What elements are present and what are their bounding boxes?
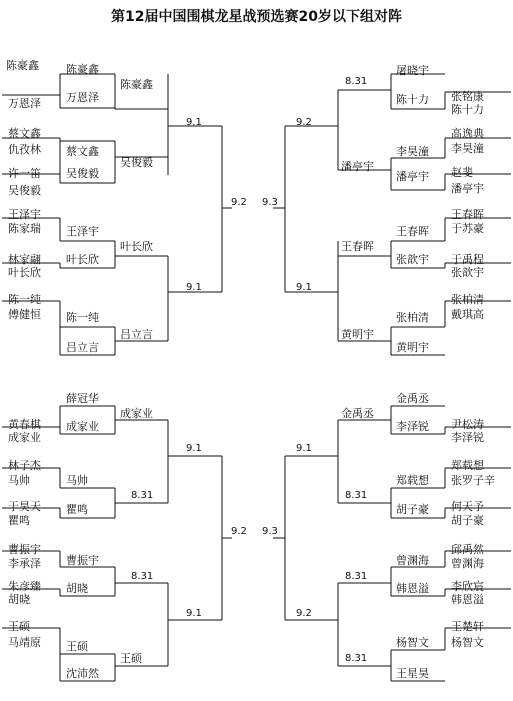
player-name: 邱禹然	[451, 543, 484, 556]
player-name: 吴俊毅	[66, 167, 99, 180]
round-date: 9.1	[186, 443, 202, 454]
player-name: 胡晓	[66, 582, 88, 595]
round-date: 9.1	[186, 282, 202, 293]
player-name: 金禹丞	[396, 392, 429, 405]
round-date: 8.31	[131, 571, 154, 582]
player-name: 薛冠华	[66, 392, 99, 405]
round-date: 8.31	[345, 490, 368, 501]
round-date: 8.31	[131, 490, 154, 501]
player-name: 傅健恒	[8, 308, 41, 321]
round-date: 9.2	[296, 608, 312, 619]
player-name: 何天予	[451, 500, 484, 513]
player-name: 李承泽	[8, 557, 41, 570]
player-name: 戴琪高	[451, 308, 484, 321]
player-name: 韩恩溢	[451, 593, 484, 606]
player-name: 成家业	[66, 420, 99, 433]
player-name: 曹振宇	[8, 543, 41, 556]
player-name: 吴俊毅	[120, 156, 153, 169]
round-date: 8.31	[345, 571, 368, 582]
round-date: 8.31	[345, 76, 368, 87]
player-name: 张歆宇	[451, 266, 484, 279]
player-name: 李欣宸	[451, 580, 484, 593]
player-name: 王泽宇	[66, 225, 99, 238]
player-name: 胡晓	[8, 593, 30, 606]
player-name: 许一笛	[8, 167, 41, 180]
player-name: 王星昊	[396, 667, 429, 680]
player-name: 陈一纯	[8, 293, 41, 306]
player-name: 金禹丞	[341, 407, 374, 420]
player-name: 陈十力	[396, 93, 429, 106]
player-name: 黄明宇	[396, 341, 429, 354]
player-name: 王楚轩	[451, 620, 484, 633]
player-name: 蔡文鑫	[66, 145, 99, 158]
player-name: 王硕	[120, 652, 142, 665]
player-name: 曾渊海	[451, 557, 484, 570]
player-name: 沈沛然	[66, 667, 99, 680]
player-name: 成家业	[8, 431, 41, 444]
player-name: 胡子豪	[396, 503, 429, 516]
player-name: 吕立言	[120, 328, 153, 341]
player-name: 黄明宇	[341, 328, 374, 341]
player-name: 张柏清	[451, 293, 484, 306]
player-name: 叶长欣	[120, 240, 153, 253]
player-name: 潘亭宇	[396, 170, 429, 183]
player-name: 高逸典	[451, 127, 484, 140]
player-name: 王硕	[66, 640, 88, 653]
player-name: 王硕	[8, 620, 30, 633]
round-date: 9.1	[186, 117, 202, 128]
player-name: 王春晖	[451, 208, 484, 221]
round-date: 9.3	[262, 197, 278, 208]
player-name: 林家翮	[8, 253, 41, 266]
round-date: 9.3	[262, 526, 278, 537]
player-name: 陈豪鑫	[120, 78, 153, 91]
round-date: 8.31	[345, 653, 368, 664]
round-date: 9.2	[296, 117, 312, 128]
player-name: 张柏清	[396, 311, 429, 324]
player-name: 蔡文鑫	[8, 127, 41, 140]
round-date: 9.1	[296, 282, 312, 293]
player-name: 王春晖	[341, 240, 374, 253]
player-name: 张歆宇	[396, 253, 429, 266]
player-name: 王春晖	[396, 225, 429, 238]
round-date: 9.1	[186, 608, 202, 619]
player-name: 曹振宇	[66, 554, 99, 567]
round-date: 9.2	[231, 526, 247, 537]
player-name: 尹松涛	[451, 418, 484, 431]
player-name: 朱彦臻	[8, 580, 41, 593]
player-name: 陈一纯	[66, 311, 99, 324]
player-name: 郑载想	[396, 474, 429, 487]
player-name: 马帅	[66, 474, 88, 487]
player-name: 韩恩溢	[396, 582, 429, 595]
player-name: 瞿鸣	[8, 514, 30, 527]
player-name: 于昊天	[8, 500, 41, 513]
player-name: 潘亭宇	[341, 160, 374, 173]
player-name: 曾渊海	[396, 554, 429, 567]
player-name: 张罗子辛	[451, 474, 495, 487]
player-name: 马帅	[8, 474, 30, 487]
player-name: 于禹程	[451, 253, 484, 266]
player-name: 成家业	[120, 407, 153, 420]
player-name: 林子杰	[8, 459, 41, 472]
player-name: 李昊潼	[451, 142, 484, 155]
player-name: 郑载想	[451, 459, 484, 472]
player-name: 于苏豪	[451, 222, 484, 235]
page-title: 第12届中国围棋龙星战预选赛20岁以下组对阵	[111, 9, 402, 25]
player-name: 王泽宇	[8, 208, 41, 221]
player-name: 陈豪鑫	[6, 59, 39, 72]
player-name: 陈豪鑫	[66, 63, 99, 76]
player-name: 万恩泽	[8, 97, 41, 110]
player-name: 陈十力	[451, 103, 484, 116]
round-date: 9.2	[231, 197, 247, 208]
round-date: 9.1	[296, 443, 312, 454]
player-name: 胡子豪	[451, 514, 484, 527]
player-name: 潘亭宇	[451, 182, 484, 195]
player-name: 杨智文	[451, 636, 484, 649]
player-name: 吕立言	[66, 341, 99, 354]
player-name: 万恩泽	[66, 91, 99, 104]
player-name: 李昊潼	[396, 145, 429, 158]
player-name: 李泽锐	[396, 420, 429, 433]
player-name: 屠晓宇	[396, 64, 429, 77]
player-name: 叶长欣	[8, 266, 41, 279]
player-name: 杨智文	[396, 636, 429, 649]
player-name: 马靖原	[8, 636, 41, 649]
player-name: 叶长欣	[66, 253, 99, 266]
player-name: 黄春棋	[8, 418, 41, 431]
player-name: 仇孜林	[8, 143, 41, 156]
player-name: 赵斐	[451, 166, 473, 179]
player-name: 陈家瑞	[8, 222, 41, 235]
player-name: 张铭康	[451, 90, 484, 103]
player-name: 李泽锐	[451, 431, 484, 444]
player-name: 吴俊毅	[8, 184, 41, 197]
player-name: 瞿鸣	[66, 503, 88, 516]
